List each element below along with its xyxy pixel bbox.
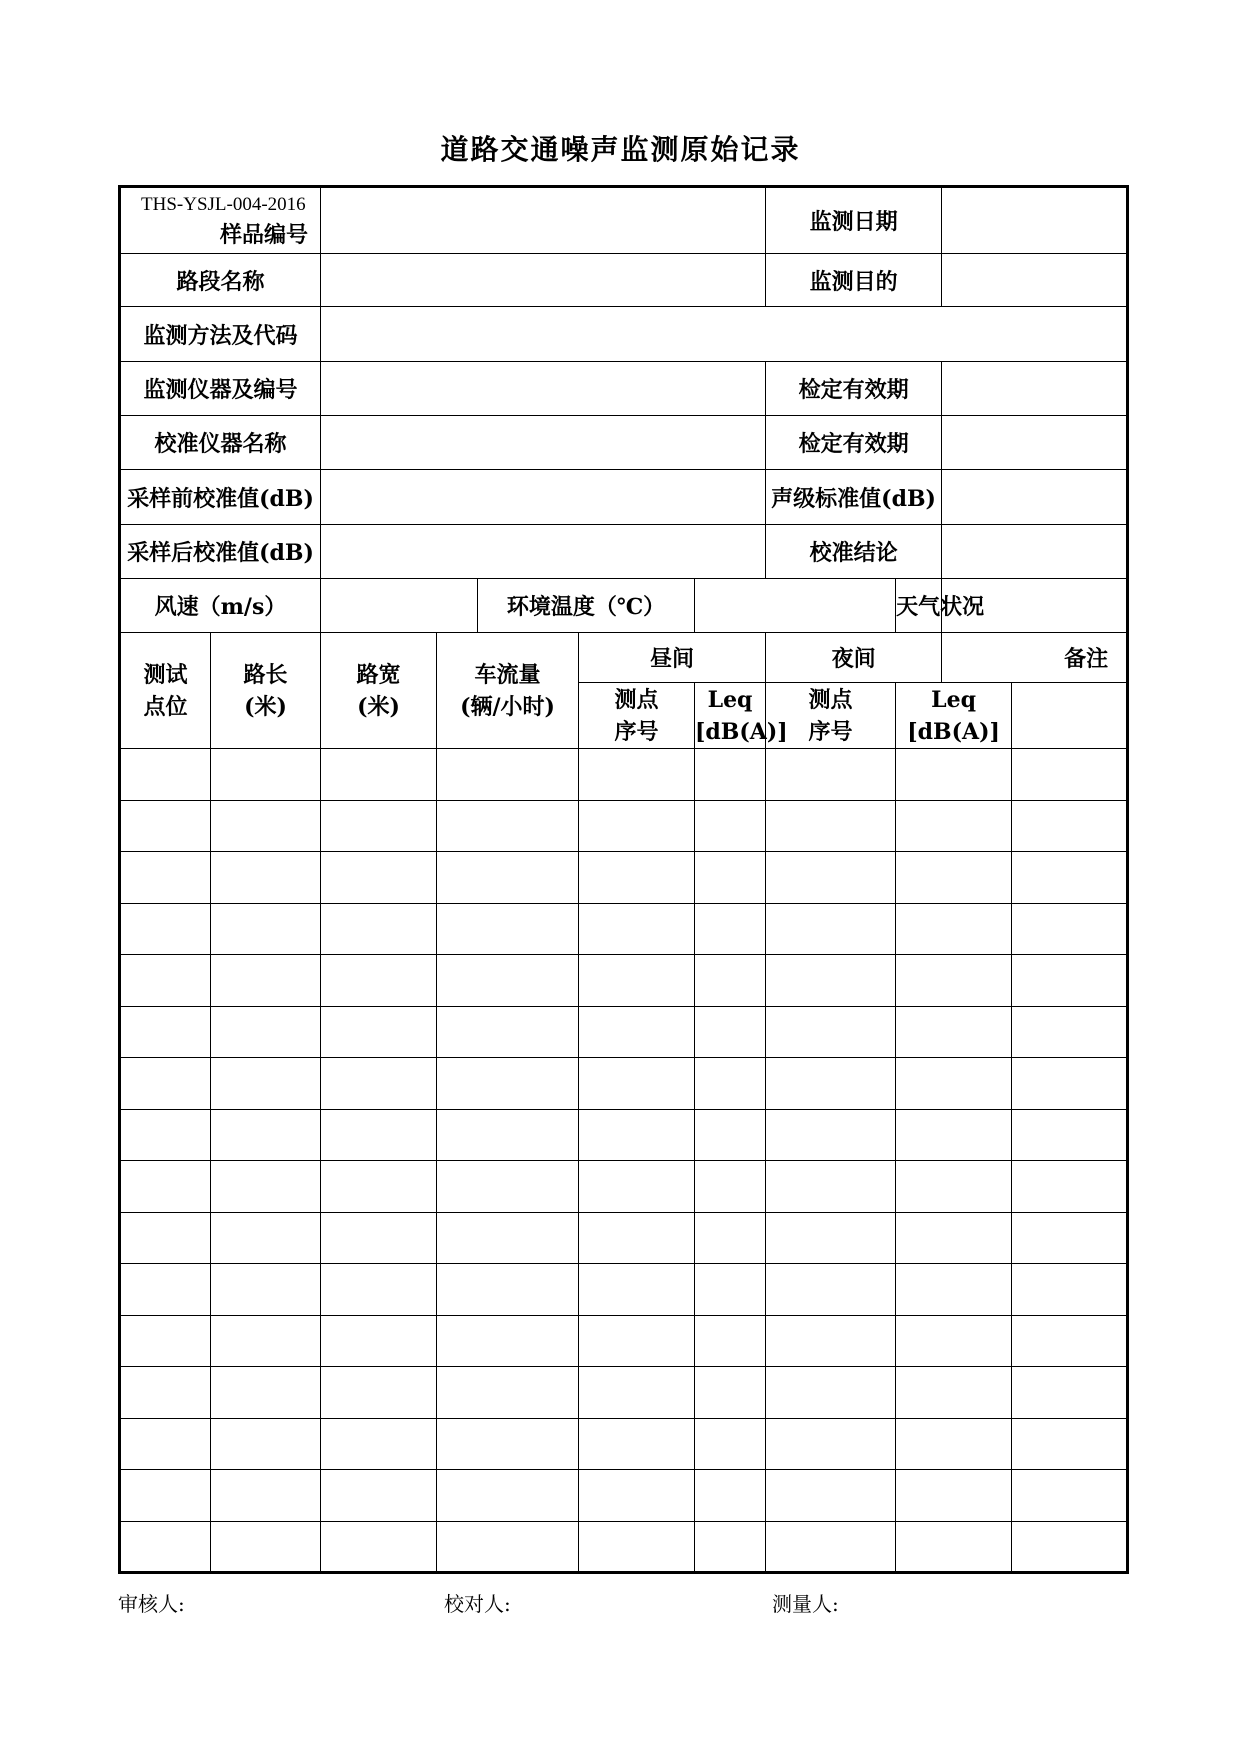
data-cell[interactable]	[766, 1058, 896, 1110]
table-row	[120, 903, 1128, 955]
data-cell[interactable]	[120, 1109, 211, 1161]
data-cell[interactable]	[120, 1161, 211, 1213]
data-cell[interactable]	[1012, 1058, 1128, 1110]
data-cell[interactable]	[437, 955, 579, 1007]
data-cell[interactable]	[1012, 1521, 1128, 1573]
data-cell[interactable]	[1012, 749, 1128, 801]
data-cell[interactable]	[437, 903, 579, 955]
table-row	[120, 1470, 1128, 1522]
data-cell[interactable]	[211, 1058, 321, 1110]
data-cell[interactable]	[896, 1264, 1012, 1316]
wind-speed-label: 风速（m/s）	[120, 579, 321, 633]
table-row	[120, 1006, 1128, 1058]
data-cell[interactable]	[896, 1470, 1012, 1522]
monitor-date-field[interactable]	[942, 187, 1128, 254]
data-cell[interactable]	[766, 903, 896, 955]
data-cell[interactable]	[579, 1212, 695, 1264]
monitor-purpose-label: 监测目的	[766, 254, 942, 307]
data-cell[interactable]	[896, 1521, 1012, 1573]
data-cell[interactable]	[695, 1212, 766, 1264]
remarks-header: 备注	[942, 633, 1128, 683]
calib-after-field[interactable]	[321, 525, 766, 579]
method-code-field[interactable]	[321, 307, 1128, 362]
data-cell[interactable]	[896, 1212, 1012, 1264]
data-cell[interactable]	[579, 1161, 695, 1213]
data-cell[interactable]	[211, 800, 321, 852]
data-cell[interactable]	[1012, 1470, 1128, 1522]
data-cell[interactable]	[579, 1058, 695, 1110]
data-cell[interactable]	[120, 749, 211, 801]
form-row-instrument	[120, 362, 1128, 416]
data-cell[interactable]	[695, 903, 766, 955]
calib-valid-period-field[interactable]	[942, 416, 1128, 470]
table-row	[120, 1315, 1128, 1367]
data-cell[interactable]	[579, 1264, 695, 1316]
instrument-no-field[interactable]	[321, 362, 766, 416]
night-point-no-header: 测点 序号	[766, 683, 896, 749]
data-cell[interactable]	[211, 1212, 321, 1264]
data-cell[interactable]	[437, 1470, 579, 1522]
data-cell[interactable]	[1012, 852, 1128, 904]
monitor-purpose-field[interactable]	[942, 254, 1128, 307]
data-cell[interactable]	[437, 1212, 579, 1264]
data-cell[interactable]	[896, 1058, 1012, 1110]
data-cell[interactable]	[321, 1367, 437, 1419]
data-cell[interactable]	[1012, 955, 1128, 1007]
data-cell[interactable]	[695, 1161, 766, 1213]
table-row	[120, 955, 1128, 1007]
data-rows	[120, 749, 1128, 1573]
table-row	[120, 1058, 1128, 1110]
remarks-subheader	[1012, 683, 1128, 749]
data-cell[interactable]	[437, 852, 579, 904]
wind-speed-field[interactable]	[321, 579, 478, 633]
data-cell[interactable]	[321, 903, 437, 955]
sample-no-label: 样品编号	[219, 222, 308, 248]
data-cell[interactable]	[1012, 1264, 1128, 1316]
calib-before-label: 采样前校准值(dB)	[120, 470, 321, 525]
data-cell[interactable]	[321, 1212, 437, 1264]
data-cell[interactable]	[211, 1161, 321, 1213]
data-cell[interactable]	[579, 1418, 695, 1470]
data-cell[interactable]	[695, 955, 766, 1007]
data-cell[interactable]	[766, 1418, 896, 1470]
calib-instrument-field[interactable]	[321, 416, 766, 470]
data-cell[interactable]	[695, 1264, 766, 1316]
data-cell[interactable]	[120, 955, 211, 1007]
data-cell[interactable]	[211, 852, 321, 904]
table-header-row-1	[120, 633, 1128, 683]
form-row-calibrator	[120, 416, 1128, 470]
record-form	[118, 185, 1129, 1574]
data-cell[interactable]	[211, 1470, 321, 1522]
data-cell[interactable]	[695, 1109, 766, 1161]
data-cell[interactable]	[766, 1470, 896, 1522]
data-cell[interactable]	[579, 1315, 695, 1367]
data-cell[interactable]	[437, 1006, 579, 1058]
data-cell[interactable]	[1012, 1109, 1128, 1161]
data-cell[interactable]	[437, 1058, 579, 1110]
traffic-flow-header: 车流量 (辆/小时)	[437, 633, 579, 749]
data-cell[interactable]	[766, 1109, 896, 1161]
data-cell[interactable]	[695, 1470, 766, 1522]
data-cell[interactable]	[766, 1315, 896, 1367]
data-cell[interactable]	[896, 1109, 1012, 1161]
method-code-label: 监测方法及代码	[120, 307, 321, 362]
data-cell[interactable]	[321, 1418, 437, 1470]
data-cell[interactable]	[896, 800, 1012, 852]
data-cell[interactable]	[120, 1058, 211, 1110]
day-point-no-header: 测点 序号	[579, 683, 695, 749]
data-cell[interactable]	[120, 1264, 211, 1316]
daytime-header: 昼间	[579, 633, 766, 683]
calib-instrument-label: 校准仪器名称	[120, 416, 321, 470]
data-cell[interactable]	[120, 1521, 211, 1573]
data-cell[interactable]	[579, 852, 695, 904]
data-cell[interactable]	[766, 1212, 896, 1264]
data-cell[interactable]	[321, 1521, 437, 1573]
table-row	[120, 1161, 1128, 1213]
data-cell[interactable]	[896, 852, 1012, 904]
env-temp-label: 环境温度（℃）	[478, 579, 695, 633]
data-cell[interactable]	[1012, 1418, 1128, 1470]
data-cell[interactable]	[1012, 1367, 1128, 1419]
data-cell[interactable]	[766, 852, 896, 904]
data-cell[interactable]	[766, 749, 896, 801]
form-row-weather	[120, 579, 1128, 633]
data-cell[interactable]	[211, 1521, 321, 1573]
data-cell[interactable]	[579, 903, 695, 955]
data-cell[interactable]	[896, 903, 1012, 955]
data-cell[interactable]	[120, 800, 211, 852]
day-leq-header: Leq [dB(A)]	[695, 683, 766, 749]
table-row	[120, 852, 1128, 904]
data-cell[interactable]	[211, 955, 321, 1007]
data-cell[interactable]	[120, 903, 211, 955]
sample-no-field[interactable]	[321, 187, 766, 254]
data-cell[interactable]	[579, 800, 695, 852]
data-cell[interactable]	[579, 1006, 695, 1058]
calib-conclusion-field[interactable]	[942, 525, 1128, 579]
form-row-road	[120, 254, 1128, 307]
data-cell[interactable]	[120, 852, 211, 904]
data-cell[interactable]	[695, 852, 766, 904]
table-row	[120, 800, 1128, 852]
data-cell[interactable]	[579, 1109, 695, 1161]
nighttime-header: 夜间	[766, 633, 942, 683]
data-cell[interactable]	[321, 749, 437, 801]
data-cell[interactable]	[321, 1470, 437, 1522]
sound-std-field[interactable]	[942, 470, 1128, 525]
table-row	[120, 1109, 1128, 1161]
data-cell[interactable]	[695, 749, 766, 801]
data-cell[interactable]	[766, 1521, 896, 1573]
calib-before-field[interactable]	[321, 470, 766, 525]
data-cell[interactable]	[211, 1006, 321, 1058]
env-temp-field[interactable]	[695, 579, 896, 633]
table-row	[120, 1264, 1128, 1316]
valid-period-label: 检定有效期	[766, 362, 942, 416]
table-row	[120, 1212, 1128, 1264]
data-cell[interactable]	[120, 1367, 211, 1419]
data-cell[interactable]	[896, 1418, 1012, 1470]
document-number: THS-YSJL-004-2016	[141, 194, 306, 215]
calib-after-label: 采样后校准值(dB)	[120, 525, 321, 579]
data-cell[interactable]	[766, 1264, 896, 1316]
data-cell[interactable]	[896, 955, 1012, 1007]
data-cell[interactable]	[437, 1264, 579, 1316]
calib-conclusion-label: 校准结论	[766, 525, 942, 579]
form-row-method	[120, 307, 1128, 362]
data-cell[interactable]	[437, 1418, 579, 1470]
data-cell[interactable]	[211, 1367, 321, 1419]
data-cell[interactable]	[437, 1109, 579, 1161]
data-cell[interactable]	[321, 1058, 437, 1110]
data-cell[interactable]	[896, 1315, 1012, 1367]
data-cell[interactable]	[211, 1418, 321, 1470]
data-cell[interactable]	[120, 1315, 211, 1367]
road-name-field[interactable]	[321, 254, 766, 307]
data-cell[interactable]	[437, 1367, 579, 1419]
data-cell[interactable]	[766, 1006, 896, 1058]
data-cell[interactable]	[896, 1006, 1012, 1058]
data-cell[interactable]	[1012, 1212, 1128, 1264]
instrument-no-label: 监测仪器及编号	[120, 362, 321, 416]
data-cell[interactable]	[120, 1212, 211, 1264]
data-cell[interactable]	[211, 903, 321, 955]
data-cell[interactable]	[120, 1418, 211, 1470]
form-row-sample	[120, 187, 1128, 254]
data-cell[interactable]	[1012, 1006, 1128, 1058]
data-cell[interactable]	[211, 1264, 321, 1316]
sound-std-label: 声级标准值(dB)	[766, 470, 942, 525]
data-cell[interactable]	[321, 1109, 437, 1161]
data-cell[interactable]	[321, 1264, 437, 1316]
data-cell[interactable]	[321, 955, 437, 1007]
night-leq-header: Leq [dB(A)]	[896, 683, 1012, 749]
data-cell[interactable]	[896, 1161, 1012, 1213]
data-cell[interactable]	[211, 1109, 321, 1161]
data-cell[interactable]	[1012, 1161, 1128, 1213]
data-cell[interactable]	[321, 1006, 437, 1058]
data-cell[interactable]	[695, 1521, 766, 1573]
checker-label: 校对人:	[444, 1592, 511, 1616]
valid-period-field[interactable]	[942, 362, 1128, 416]
road-name-label: 路段名称	[120, 254, 321, 307]
data-cell[interactable]	[896, 1367, 1012, 1419]
data-cell[interactable]	[437, 800, 579, 852]
data-cell[interactable]	[211, 1315, 321, 1367]
data-cell[interactable]	[766, 955, 896, 1007]
monitor-date-label: 监测日期	[766, 187, 942, 254]
data-cell[interactable]	[695, 1006, 766, 1058]
data-cell[interactable]	[695, 1418, 766, 1470]
data-cell[interactable]	[437, 1521, 579, 1573]
data-cell[interactable]	[321, 1315, 437, 1367]
data-cell[interactable]	[1012, 1315, 1128, 1367]
form-row-calib-after	[120, 525, 1128, 579]
data-cell[interactable]	[437, 1161, 579, 1213]
data-cell[interactable]	[437, 1315, 579, 1367]
data-cell[interactable]	[579, 1470, 695, 1522]
data-cell[interactable]	[321, 800, 437, 852]
data-cell[interactable]	[766, 800, 896, 852]
data-cell[interactable]	[695, 1315, 766, 1367]
data-cell[interactable]	[579, 1367, 695, 1419]
measurer-label: 测量人:	[772, 1592, 839, 1616]
data-cell[interactable]	[766, 1367, 896, 1419]
data-cell[interactable]	[695, 1367, 766, 1419]
data-cell[interactable]	[120, 1006, 211, 1058]
data-cell[interactable]	[766, 1161, 896, 1213]
data-cell[interactable]	[896, 749, 1012, 801]
data-cell[interactable]	[1012, 903, 1128, 955]
data-cell[interactable]	[579, 955, 695, 1007]
table-row	[120, 1521, 1128, 1573]
data-cell[interactable]	[211, 749, 321, 801]
data-cell[interactable]	[321, 852, 437, 904]
data-cell[interactable]	[437, 749, 579, 801]
reviewer-label: 审核人:	[118, 1592, 185, 1616]
table-row	[120, 1418, 1128, 1470]
data-cell[interactable]	[695, 800, 766, 852]
sample-no-label-cell	[120, 187, 321, 254]
data-cell[interactable]	[120, 1470, 211, 1522]
table-row	[120, 1367, 1128, 1419]
road-width-header: 路宽 (米)	[321, 633, 437, 749]
table-row	[120, 749, 1128, 801]
data-cell[interactable]	[579, 749, 695, 801]
data-cell[interactable]	[579, 1521, 695, 1573]
data-cell[interactable]	[1012, 800, 1128, 852]
data-cell[interactable]	[321, 1161, 437, 1213]
test-point-header: 测试 点位	[120, 633, 211, 749]
data-cell[interactable]	[695, 1058, 766, 1110]
road-length-header: 路长 (米)	[211, 633, 321, 749]
weather-label: 天气状况	[896, 579, 942, 633]
calib-valid-period-label: 检定有效期	[766, 416, 942, 470]
document-title: 道路交通噪声监测原始记录	[440, 133, 801, 166]
form-row-calib-before	[120, 470, 1128, 525]
